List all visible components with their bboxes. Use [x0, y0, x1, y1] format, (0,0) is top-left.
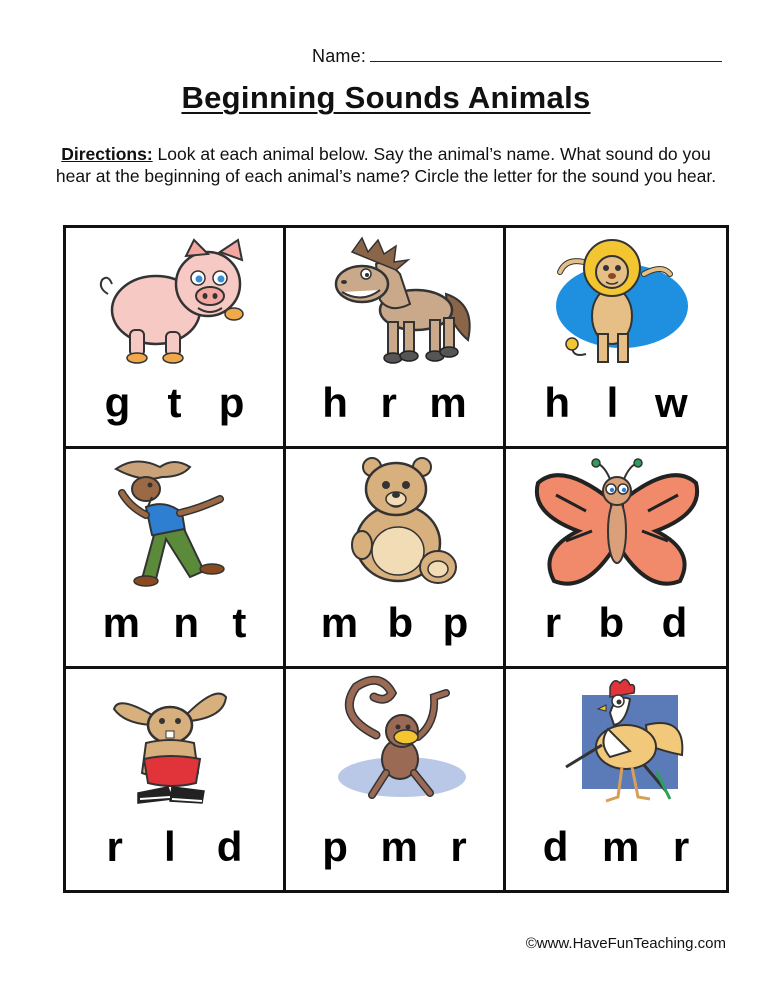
letter-choice[interactable]: d [216, 823, 243, 870]
rooster-icon [526, 675, 706, 813]
letter-choice[interactable]: p [218, 378, 245, 426]
bear-icon [306, 455, 486, 593]
letter-choice[interactable]: p [322, 823, 348, 870]
letter-choice[interactable]: h [544, 378, 570, 426]
letter-choice[interactable]: b [598, 599, 625, 647]
lion-icon [526, 234, 706, 372]
directions [48, 144, 724, 187]
letter-choice[interactable]: t [232, 599, 247, 647]
name-blank-line[interactable] [370, 47, 722, 62]
butterfly-icon [526, 455, 706, 593]
letter-choice[interactable]: l [606, 378, 619, 426]
letter-choice[interactable]: t [167, 378, 182, 426]
grid-cell-1 [66, 228, 286, 449]
letter-choice[interactable]: r [672, 823, 690, 870]
pig-icon [86, 234, 266, 372]
name-field[interactable] [312, 46, 722, 67]
moose-icon [86, 455, 266, 593]
monkey-icon [306, 675, 486, 813]
grid-cell-7 [66, 669, 286, 890]
title-text: Beginning Sounds Animals [181, 80, 591, 115]
letter-choice[interactable]: m [102, 599, 141, 647]
letter-choice[interactable]: l [164, 823, 176, 870]
worksheet-title [0, 80, 772, 116]
letter-choice[interactable]: b [387, 599, 414, 647]
footer-credit: ©www.HaveFunTeaching.com [525, 935, 726, 952]
grid-cell-6 [506, 449, 726, 670]
letter-choice[interactable]: d [661, 599, 688, 647]
letter-choices [286, 823, 503, 870]
letter-choice[interactable]: r [380, 378, 397, 426]
letter-choice[interactable]: m [320, 599, 359, 647]
name-label: Name: [312, 46, 367, 66]
letter-choice[interactable]: r [106, 823, 123, 870]
letter-choice[interactable]: r [544, 599, 562, 647]
letter-choice[interactable]: p [442, 599, 469, 647]
grid-cell-9 [506, 669, 726, 890]
grid-cell-2 [286, 228, 506, 449]
letter-choices [66, 823, 283, 870]
grid-cell-3 [506, 228, 726, 449]
letter-choice[interactable]: m [601, 823, 640, 870]
letter-choice[interactable]: r [450, 823, 467, 870]
letter-choice[interactable]: m [380, 823, 418, 870]
letter-choices [506, 823, 726, 870]
letter-choices [286, 599, 503, 647]
letter-choice[interactable]: d [542, 823, 569, 870]
letter-choices [286, 378, 503, 426]
directions-text: Look at each animal below. Say the animal’s name. What sound do you hear at the beginning of each animal’s name? Circle the letter for the sound you hear. [55, 144, 717, 186]
letter-choices [66, 378, 283, 426]
animal-grid [63, 225, 729, 893]
grid-cell-4 [66, 449, 286, 670]
horse-icon [306, 234, 486, 372]
letter-choice[interactable]: n [173, 599, 199, 647]
letter-choice[interactable]: m [429, 378, 467, 426]
letter-choices [66, 599, 283, 647]
grid-cell-8 [286, 669, 506, 890]
letter-choices [506, 378, 726, 426]
letter-choice[interactable]: h [322, 378, 348, 426]
letter-choices [506, 599, 726, 647]
directions-label: Directions: [61, 144, 153, 164]
rabbit-icon [86, 675, 266, 813]
letter-choice[interactable]: w [654, 378, 688, 426]
grid-cell-5 [286, 449, 506, 670]
letter-choice[interactable]: g [104, 378, 131, 426]
